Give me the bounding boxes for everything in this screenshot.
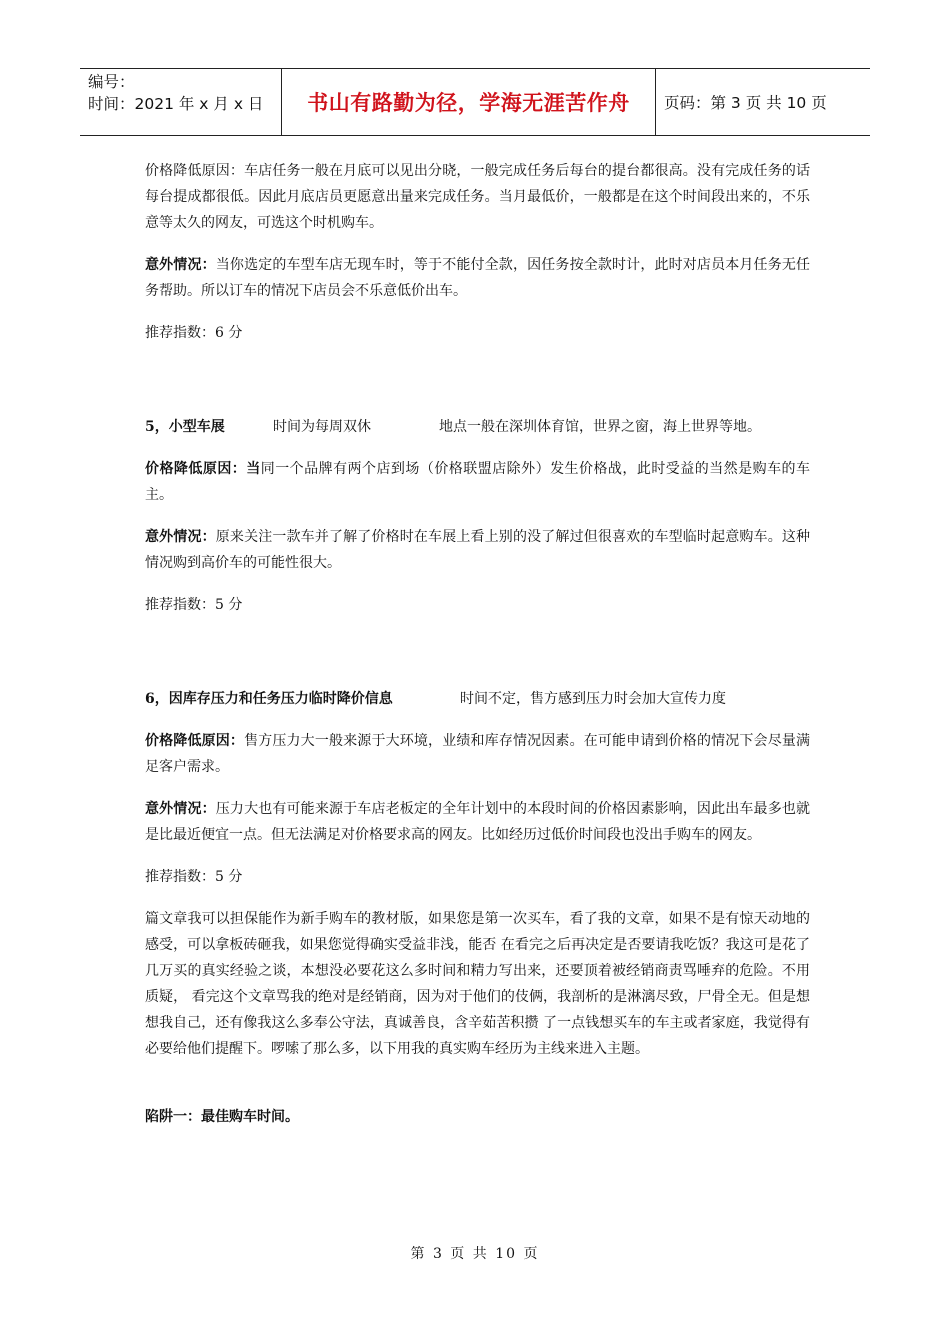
- trap-heading: 陷阱一：最佳购车时间。: [145, 1109, 299, 1125]
- essay-paragraph: 篇文章我可以担保能作为新手购车的教材版，如果您是第一次买车，看了我的文章，如果不是有惊天动地的感受，可以拿板砖砸我，如果您觉得确实受益非浅，能否 在看完之后再决定是否要请我吃饭？我这可是花了几万买的真实经验之谈，本想没必要花这么多时间和精力写出来，还要顶着被经销商责骂唾弃的危险。不用质疑， 看完这个文章骂我的绝对是经销商，因为对于他们的伎俩，我剖析的是淋漓尽致，尸骨全无。但是想想我自己，还有像我这么多奉公守法，真诚善良，含辛茹苦积攒 了一点钱想买车的车主或者家庭，我觉得有必要给他们提醒下。啰嗦了那么多，以下用我的真实购车经历为主线来进入主题。: [145, 911, 810, 1057]
- section6-reason: [145, 728, 810, 780]
- section5-rating: 推荐指数：5 分: [145, 597, 243, 613]
- section4-rating: 推荐指数：6 分: [145, 325, 243, 341]
- accident-text: 当你选定的车型车店无现车时，等于不能付全款，因任务按全款时计，此时对店员本月任务无任务帮助。所以订车的情况下店员会不乐意低价出车。: [145, 257, 811, 299]
- section4-reason: 价格降低原因：车店任务一般在月底可以见出分晓，一般完成任务后每台的提台都很高。没有完成任务的话每台提成都很低。因此月底店员更愿意出量来完成任务。当月最低价，一般都是在这个时间段出来的，不乐意等太久的网友，可选这个时机购车。: [145, 163, 810, 231]
- section6-time: 时间不定，售方感到压力时会加大宣传力度: [460, 691, 726, 707]
- section6-rating: 推荐指数：5 分: [145, 869, 243, 885]
- date-label: 时间：2021 年 x 月 x 日: [88, 95, 264, 113]
- header-page-info: 页码：第 3 页 共 10 页: [664, 94, 827, 112]
- reason-text: 售方压力大一般来源于大环境，业绩和库存情况因素。在可能申请到价格的情况下会尽量满足客户需求。: [145, 733, 811, 775]
- section5-heading: [145, 414, 810, 440]
- reason-label: 价格降低原因：: [145, 733, 245, 749]
- section5-time: 时间为每周双休: [273, 419, 371, 435]
- accident-text: 原来关注一款车并了解了价格时在车展上看上别的没了解过但很喜欢的车型临时起意购车。这种情况购到高价车的可能性很大。: [145, 529, 811, 571]
- section6-accident: [145, 796, 810, 848]
- header-meta: [80, 69, 282, 135]
- header-motto: 书山有路勤为径，学海无涯苦作舟: [282, 69, 656, 135]
- section4-accident: [145, 252, 810, 304]
- document-body: [145, 158, 810, 1130]
- accident-label: 意外情况：: [145, 257, 216, 273]
- section5-accident: [145, 524, 810, 576]
- section6-title: 6，因库存压力和任务压力临时降价信息: [145, 691, 393, 707]
- reason-text: 同一个品牌有两个店到场（价格联盟店除外）发生价格战，此时受益的当然是购车的车主。: [145, 461, 810, 503]
- accident-label: 意外情况：: [145, 529, 216, 545]
- reason-label: 价格降低原因：当: [145, 461, 261, 477]
- accident-label: 意外情况：: [145, 801, 216, 817]
- section5-title: 5，小型车展: [145, 419, 225, 435]
- section6-heading: [145, 686, 810, 712]
- accident-text: 压力大也有可能来源于车店老板定的全年计划中的本段时间的价格因素影响，因此出车最多也就是比最近便宜一点。但无法满足对价格要求高的网友。比如经历过低价时间段也没出手购车的网友。: [145, 801, 811, 843]
- document-header: [80, 68, 870, 136]
- page-footer: 第 3 页 共 10 页: [410, 1246, 540, 1262]
- section5-place: 地点一般在深圳体育馆，世界之窗，海上世界等地。: [439, 419, 761, 435]
- number-label: 编号：: [88, 73, 135, 91]
- section5-reason: [145, 456, 810, 508]
